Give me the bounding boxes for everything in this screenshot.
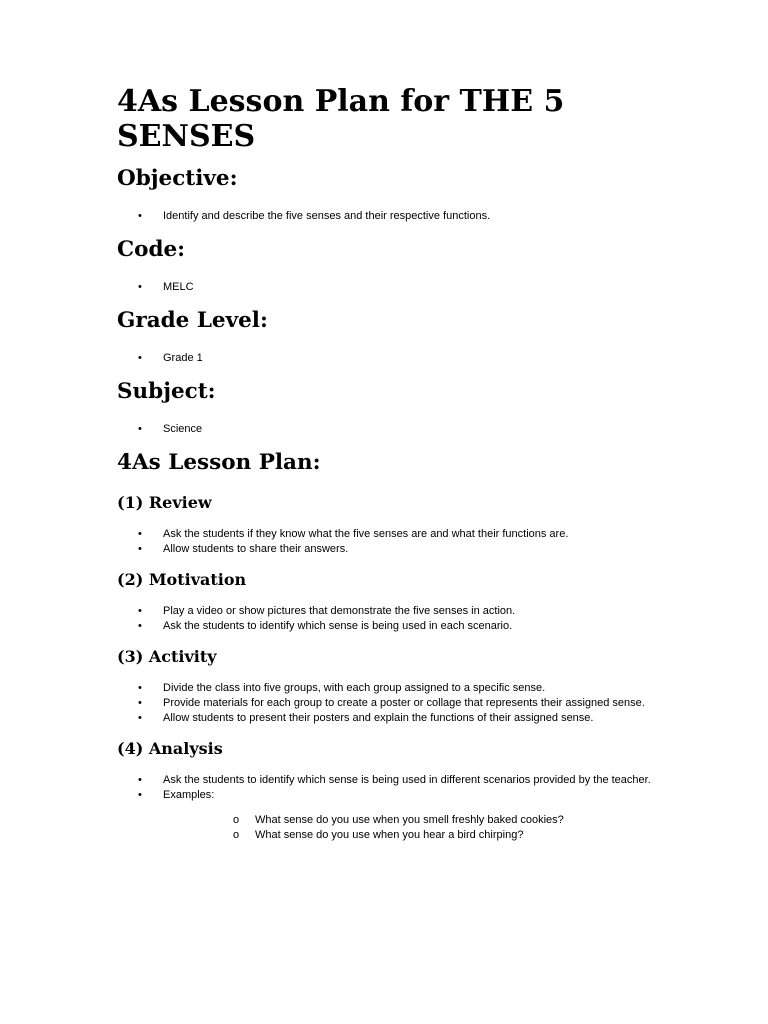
list-item: • MELC (117, 280, 657, 295)
list-item: • Ask the students to identify which sense is being used in different scenarios provided by the teacher. (117, 773, 657, 788)
sub-list-item: o What sense do you use when you hear a bird chirping? (163, 828, 657, 843)
motivation-heading: (2) Motivation (117, 570, 247, 589)
code-heading: Code: (117, 237, 186, 262)
review-list (117, 527, 657, 557)
objective-list (117, 209, 657, 224)
objective-heading: Objective: (117, 166, 238, 191)
document-content (117, 84, 657, 856)
list-item: • Play a video or show pictures that demonstrate the five senses in action. (117, 604, 657, 619)
activity-list (117, 681, 657, 726)
analysis-list (117, 773, 657, 843)
subject-list (117, 422, 657, 437)
list-item: • Provide materials for each group to create a poster or collage that represents their assigned sense. (117, 696, 657, 711)
list-item: • Ask the students to identify which sense is being used in each scenario. (117, 619, 657, 634)
sub-list-item: o What sense do you use when you smell freshly baked cookies? (163, 813, 657, 828)
list-item: • Divide the class into five groups, with each group assigned to a specific sense. (117, 681, 657, 696)
examples-sublist (163, 813, 657, 843)
subject-heading: Subject: (117, 379, 216, 404)
list-item: • Ask the students if they know what the five senses are and what their functions are. (117, 527, 657, 542)
grade-level-list (117, 351, 657, 366)
list-item (117, 788, 657, 843)
list-item: • Allow students to present their posters and explain the functions of their assigned sense. (117, 711, 657, 726)
list-item: • Grade 1 (117, 351, 657, 366)
list-item: • Allow students to share their answers. (117, 542, 657, 557)
analysis-heading: (4) Analysis (117, 739, 223, 758)
document-title: 4As Lesson Plan for THE 5 SENSES (117, 84, 565, 154)
code-list (117, 280, 657, 295)
grade-level-heading: Grade Level: (117, 308, 268, 333)
lesson-plan-heading: 4As Lesson Plan: (117, 450, 321, 475)
list-item: • Identify and describe the five senses and their respective functions. (117, 209, 657, 224)
examples-label: Examples: (163, 789, 215, 801)
review-heading: (1) Review (117, 493, 212, 512)
list-item: • Science (117, 422, 657, 437)
motivation-list (117, 604, 657, 634)
activity-heading: (3) Activity (117, 647, 217, 666)
